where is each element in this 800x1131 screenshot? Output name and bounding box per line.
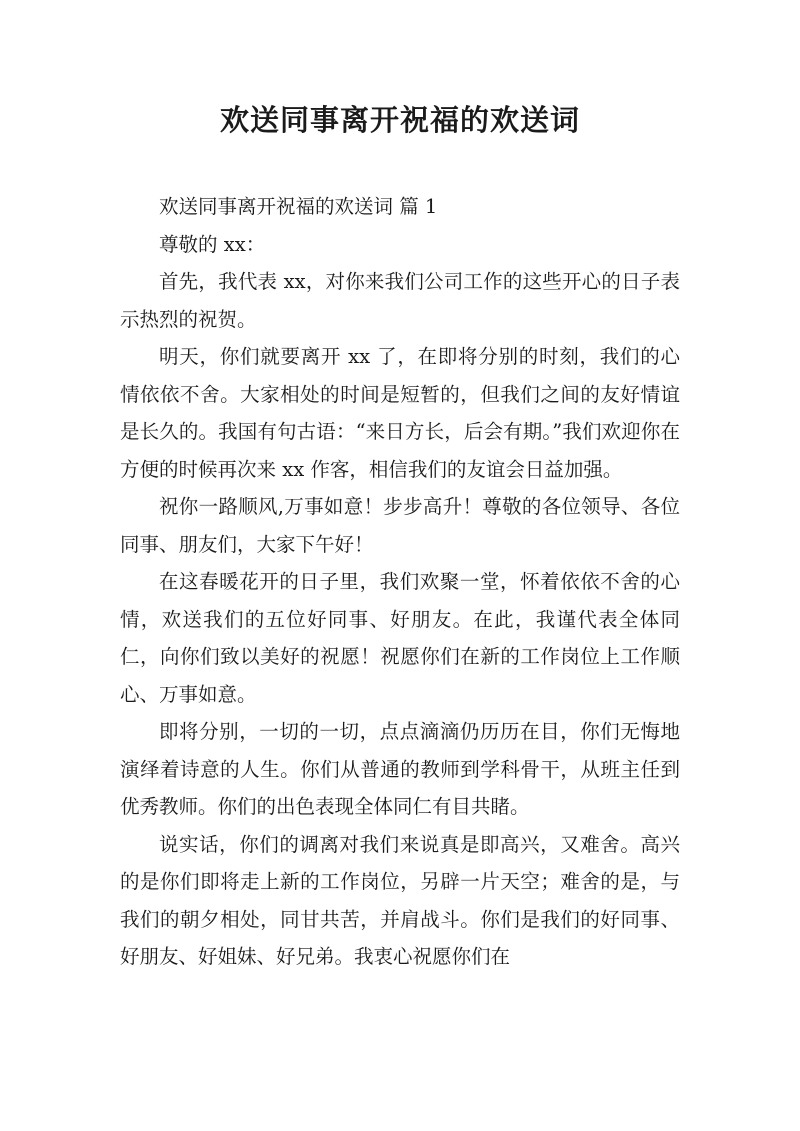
section-heading: 欢送同事离开祝福的欢送词 篇 1 xyxy=(159,195,438,218)
salutation: 尊敬的 xx： xyxy=(159,232,266,256)
paragraph: 首先，我代表 xx，对你来我们公司工作的这些开心的日子表示热烈的祝贺。 xyxy=(120,270,680,331)
paragraph: 说实话，你们的调离对我们来说真是即高兴，又难舍。高兴的是你们即将走上新的工作岗位，另辟一片天空；难舍的是，与我们的朝夕相处，同甘共苦，并肩战斗。你们是我们的好同事、好朋友、好姐妹、好兄弟。我衷心祝愿你们在 xyxy=(120,832,680,968)
paragraph: 在这春暖花开的日子里，我们欢聚一堂，怀着依依不舍的心情，欢送我们的五位好同事、好朋友。在此，我谨代表全体同仁，向你们致以美好的祝愿！祝愿你们在新的工作岗位上工作顺心、万事如意。 xyxy=(120,570,680,706)
paragraph: 祝你一路顺风,万事如意！步步高升！尊敬的各位领导、各位同事、朋友们，大家下午好！ xyxy=(120,495,680,556)
paragraph: 明天，你们就要离开 xx 了，在即将分别的时刻，我们的心情依依不舍。大家相处的时间是短暂的，但我们之间的友好情谊是长久的。我国有句古语：“来日方长，后会有期。”我们欢迎你在方便的时候再次来 xx 作客，相信我们的友谊会日益加强。 xyxy=(120,345,680,481)
paragraph: 即将分别，一切的一切，点点滴滴仍历历在目，你们无悔地演绎着诗意的人生。你们从普通的教师到学科骨干，从班主任到优秀教师。你们的出色表现全体同仁有目共睹。 xyxy=(120,720,680,818)
document-body xyxy=(120,188,680,976)
document-title: 欢送同事离开祝福的欢送词 xyxy=(219,103,580,137)
